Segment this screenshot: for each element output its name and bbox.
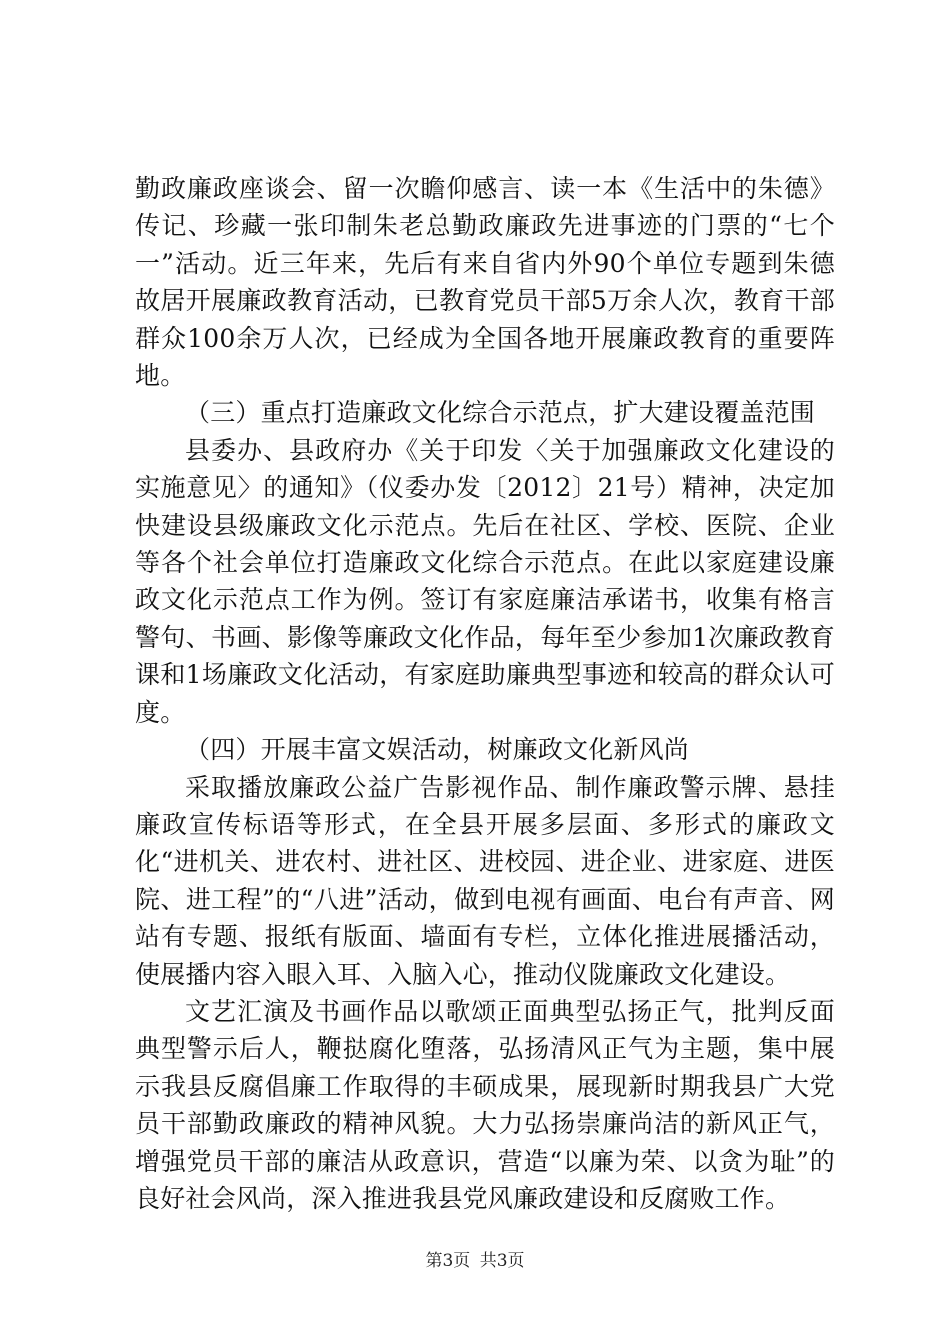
page-total: 共3页 xyxy=(479,1251,525,1271)
paragraph-section-4-b: 文艺汇演及书画作品以歌颂正面典型弘扬正气，批判反面典型警示后人，鞭挞腐化堕落，弘扬清风正气为主题，集中展示我县反腐倡廉工作取得的丰硕成果，展现新时期我县广大党员干部勤政廉政的精神风貌。大力弘扬崇廉尚洁的新风正气，增强党员干部的廉洁从政意识，营造“以廉为荣、以贪为耻”的良好社会风尚，深入推进我县党风廉政建设和反腐败工作。 xyxy=(135,996,835,1213)
paragraph-section-3: 县委办、县政府办《关于印发〈关于加强廉政文化建设的实施意见〉的通知》（仪委办发〔2012〕21号）精神，决定加快建设县级廉政文化示范点。先后在社区、学校、医院、企业等各个社会单位打造廉政文化综合示范点。在此以家庭建设廉政文化示范点工作为例。签订有家庭廉洁承诺书，收集有格言警句、书画、影像等廉政文化作品，每年至少参加1次廉政教育课和1场廉政文化活动，有家庭助廉典型事迹和较高的群众认可度。 xyxy=(135,435,835,727)
paragraph-continuation: 勤政廉政座谈会、留一次瞻仰感言、读一本《生活中的朱德》传记、珍藏一张印制朱老总勤政廉政先进事迹的门票的“七个一”活动。近三年来，先后有来自省内外90个单位专题到朱德故居开展廉政教育活动，已教育党员干部5万余人次，教育干部群众100余万人次，已经成为全国各地开展廉政教育的重要阵地。 xyxy=(135,174,835,391)
section-heading-3: （三）重点打造廉政文化综合示范点，扩大建设覆盖范围 xyxy=(185,398,816,428)
page-number: 第3页 xyxy=(425,1251,471,1271)
document-body xyxy=(135,170,835,1217)
section-heading-4: （四）开展丰富文娱活动，树廉政文化新风尚 xyxy=(185,735,690,765)
paragraph-section-4-a: 采取播放廉政公益广告影视作品、制作廉政警示牌、悬挂廉政宣传标语等形式，在全县开展多层面、多形式的廉政文化“进机关、进农村、进社区、进校园、进企业、进家庭、进医院、进工程”的“八进”活动，做到电视有画面、电台有声音、网站有专题、报纸有版面、墙面有专栏，立体化推进展播活动，使展播内容入眼入耳、入脑入心，推动仪陇廉政文化建设。 xyxy=(135,772,835,989)
page-footer xyxy=(0,1246,950,1271)
